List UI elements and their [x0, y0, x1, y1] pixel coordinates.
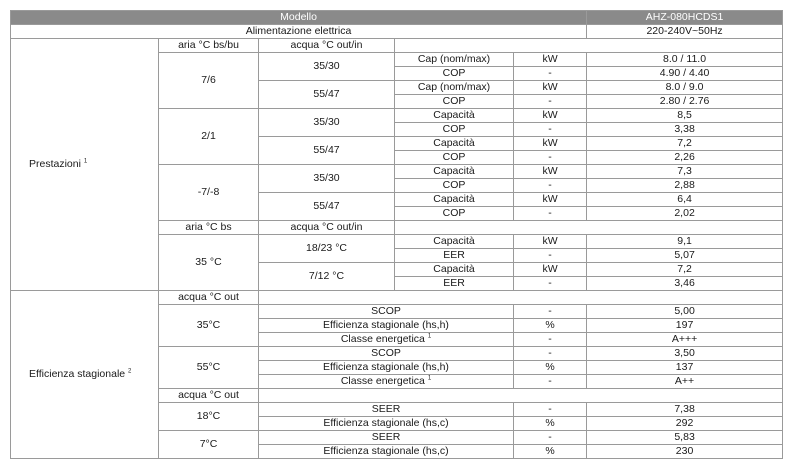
model-label: Modello: [11, 11, 587, 25]
water-out-temp-cell: 7°C: [159, 431, 259, 459]
parameter-cell: Efficienza stagionale (hs,c): [259, 417, 514, 431]
water-condition-cell: 55/47: [259, 81, 395, 109]
value-cell: 6,4: [587, 193, 783, 207]
water-condition-cell: 35/30: [259, 165, 395, 193]
parameter-cell: Classe energetica $^1$: [259, 333, 514, 347]
unit-cell: -: [514, 333, 587, 347]
unit-cell: -: [514, 67, 587, 81]
unit-cell: kW: [514, 81, 587, 95]
unit-cell: -: [514, 95, 587, 109]
condition-header-row: [11, 291, 783, 305]
unit-cell: -: [514, 179, 587, 193]
power-label: Alimentazione elettrica: [11, 25, 587, 39]
parameter-cell: COP: [395, 151, 514, 165]
parameter-cell: Capacità: [395, 263, 514, 277]
condition-header-row: [11, 39, 783, 53]
parameter-cell: Capacità: [395, 137, 514, 151]
value-cell: 8,5: [587, 109, 783, 123]
unit-cell: kW: [514, 235, 587, 249]
value-cell: 8.0 / 11.0: [587, 53, 783, 67]
unit-cell: -: [514, 305, 587, 319]
value-cell: A++: [587, 375, 783, 389]
parameter-cell: Cap (nom/max): [395, 53, 514, 67]
water-condition-cell: 55/47: [259, 193, 395, 221]
value-cell: 5,07: [587, 249, 783, 263]
water-condition-cell: 55/47: [259, 137, 395, 165]
parameter-cell: Capacità: [395, 165, 514, 179]
value-cell: 7,38: [587, 403, 783, 417]
unit-cell: kW: [514, 263, 587, 277]
unit-cell: -: [514, 347, 587, 361]
footnote-marker: 1: [427, 333, 432, 340]
water-temp-header: acqua °C out/in: [259, 221, 395, 235]
water-temp-header: acqua °C out: [159, 291, 259, 305]
parameter-cell: Classe energetica $^1$: [259, 375, 514, 389]
parameter-cell: Capacità: [395, 109, 514, 123]
value-cell: 7,2: [587, 137, 783, 151]
value-cell: 9,1: [587, 235, 783, 249]
empty-cell: [395, 221, 783, 235]
unit-cell: %: [514, 445, 587, 459]
unit-cell: -: [514, 151, 587, 165]
power-value: 220-240V~50Hz: [587, 25, 783, 39]
parameter-cell: EER: [395, 249, 514, 263]
unit-cell: kW: [514, 165, 587, 179]
model-value: AHZ-080HCDS1: [587, 11, 783, 25]
model-row: [11, 11, 783, 25]
prestazioni-label: Prestazioni $^1$: [11, 39, 159, 291]
value-cell: 4.90 / 4.40: [587, 67, 783, 81]
empty-cell: [259, 389, 783, 403]
air-condition-cell: -7/-8: [159, 165, 259, 221]
spec-table: [10, 10, 783, 459]
parameter-cell: COP: [395, 207, 514, 221]
parameter-cell: Capacità: [395, 235, 514, 249]
air-condition-cell: 2/1: [159, 109, 259, 165]
unit-cell: %: [514, 417, 587, 431]
unit-cell: -: [514, 207, 587, 221]
air-condition-cell: 7/6: [159, 53, 259, 109]
parameter-cell: COP: [395, 123, 514, 137]
parameter-cell: Efficienza stagionale (hs,h): [259, 361, 514, 375]
value-cell: 230: [587, 445, 783, 459]
unit-cell: %: [514, 361, 587, 375]
unit-cell: kW: [514, 137, 587, 151]
parameter-cell: Capacità: [395, 193, 514, 207]
water-condition-cell: 35/30: [259, 53, 395, 81]
parameter-cell: SEER: [259, 431, 514, 445]
value-cell: 7,2: [587, 263, 783, 277]
empty-cell: [259, 291, 783, 305]
water-temp-header: acqua °C out: [159, 389, 259, 403]
footnote-marker: 1: [83, 158, 88, 165]
value-cell: 2,88: [587, 179, 783, 193]
power-row: [11, 25, 783, 39]
water-out-temp-cell: 35°C: [159, 305, 259, 347]
value-cell: A+++: [587, 333, 783, 347]
water-condition-cell: 18/23 °C: [259, 235, 395, 263]
water-out-temp-cell: 55°C: [159, 347, 259, 389]
water-condition-cell: 7/12 °C: [259, 263, 395, 291]
water-out-temp-cell: 18°C: [159, 403, 259, 431]
value-cell: 3,50: [587, 347, 783, 361]
unit-cell: %: [514, 319, 587, 333]
unit-cell: -: [514, 403, 587, 417]
air-condition-cell: 35 °C: [159, 235, 259, 291]
parameter-cell: COP: [395, 179, 514, 193]
parameter-cell: COP: [395, 95, 514, 109]
parameter-cell: Cap (nom/max): [395, 81, 514, 95]
unit-cell: kW: [514, 109, 587, 123]
parameter-cell: SCOP: [259, 347, 514, 361]
unit-cell: kW: [514, 193, 587, 207]
parameter-cell: SEER: [259, 403, 514, 417]
air-temp-header: aria °C bs/bu: [159, 39, 259, 53]
spec-table-container: [10, 10, 782, 459]
parameter-cell: Efficienza stagionale (hs,c): [259, 445, 514, 459]
value-cell: 3,46: [587, 277, 783, 291]
unit-cell: kW: [514, 53, 587, 67]
water-temp-header: acqua °C out/in: [259, 39, 395, 53]
value-cell: 5,83: [587, 431, 783, 445]
parameter-cell: COP: [395, 67, 514, 81]
efficienza-label: Efficienza stagionale $^2$: [11, 291, 159, 459]
water-condition-cell: 35/30: [259, 109, 395, 137]
parameter-cell: SCOP: [259, 305, 514, 319]
parameter-cell: EER: [395, 277, 514, 291]
value-cell: 137: [587, 361, 783, 375]
value-cell: 197: [587, 319, 783, 333]
value-cell: 3,38: [587, 123, 783, 137]
unit-cell: -: [514, 277, 587, 291]
value-cell: 2.80 / 2.76: [587, 95, 783, 109]
footnote-marker: 1: [427, 375, 432, 382]
parameter-cell: Efficienza stagionale (hs,h): [259, 319, 514, 333]
unit-cell: -: [514, 123, 587, 137]
unit-cell: -: [514, 375, 587, 389]
unit-cell: -: [514, 249, 587, 263]
value-cell: 8.0 / 9.0: [587, 81, 783, 95]
value-cell: 5,00: [587, 305, 783, 319]
footnote-marker: 2: [128, 368, 132, 375]
value-cell: 2,02: [587, 207, 783, 221]
unit-cell: -: [514, 431, 587, 445]
value-cell: 2,26: [587, 151, 783, 165]
air-temp-header: aria °C bs: [159, 221, 259, 235]
empty-cell: [395, 39, 783, 53]
value-cell: 292: [587, 417, 783, 431]
value-cell: 7,3: [587, 165, 783, 179]
